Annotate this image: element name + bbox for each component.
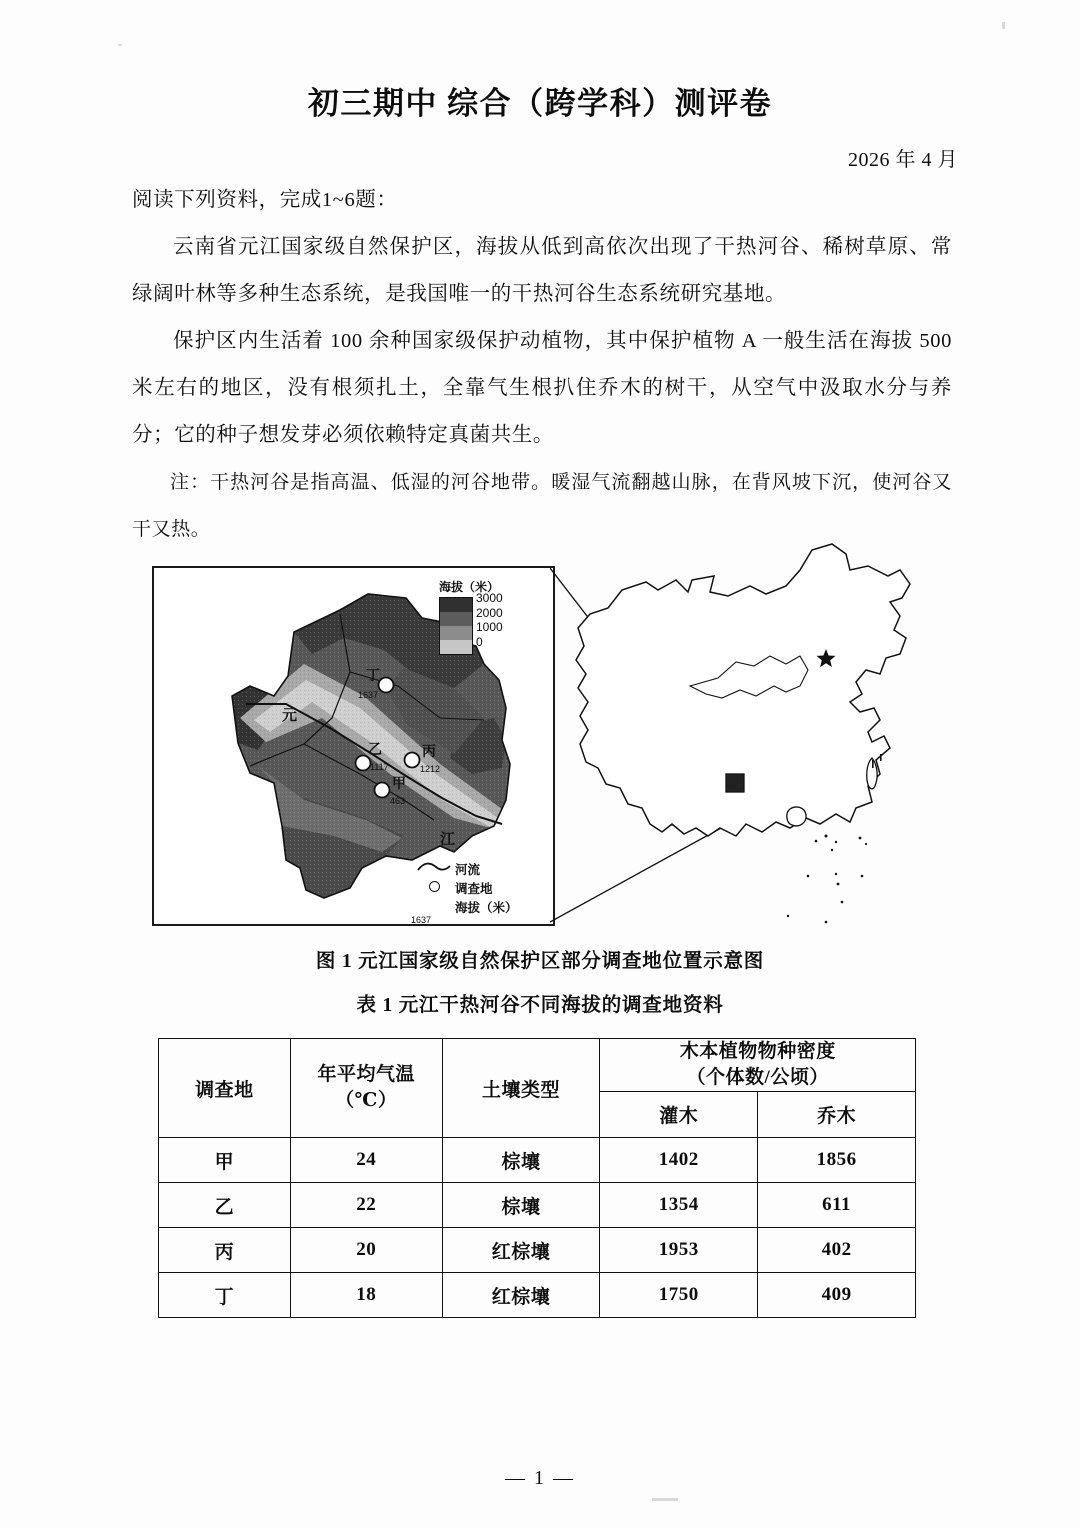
body-text-block <box>132 177 952 553</box>
page-title: 初三期中 综合（跨学科）测评卷 <box>307 86 773 121</box>
survey-site-bing-marker <box>405 753 420 768</box>
survey-site-ding-label: 丁 <box>366 667 380 683</box>
header-soil: 土壤类型 <box>442 1039 600 1138</box>
elevation-value-1000: 1000 <box>476 620 503 634</box>
cell-tree: 1856 <box>758 1138 916 1183</box>
legend-label-site: 调查地 <box>455 881 493 896</box>
elevation-value-0: 0 <box>476 634 483 649</box>
cell-site: 丁 <box>159 1273 291 1318</box>
symbol-legend <box>411 859 545 925</box>
yunnan-locator-box <box>726 774 744 792</box>
elevation-number-icon <box>411 898 455 925</box>
scan-speck <box>1002 22 1005 29</box>
cell-temperature: 20 <box>290 1228 442 1273</box>
table-caption: 表 1 元江干热河谷不同海拔的调查地资料 <box>356 995 724 1016</box>
cell-shrub: 1750 <box>600 1273 758 1318</box>
legend-row-elevation <box>411 897 545 925</box>
cell-soil: 棕壤 <box>442 1138 600 1183</box>
elevation-legend-title: 海拔（米） <box>439 580 500 594</box>
survey-site-bing-elevation: 1212 <box>420 764 441 774</box>
header-site: 调查地 <box>159 1039 291 1138</box>
document-date: 2026 年 4 月 <box>848 149 958 171</box>
table-row <box>159 1138 916 1183</box>
china-outline-svg <box>550 536 952 936</box>
cell-site: 甲 <box>159 1138 291 1183</box>
elevation-value-2000: 2000 <box>476 605 503 620</box>
cell-site: 丙 <box>159 1228 291 1273</box>
legend-label-elevation: 海拔（米） <box>455 900 518 915</box>
survey-site-ding-marker <box>379 678 394 693</box>
cell-shrub: 1402 <box>600 1138 758 1183</box>
survey-site-bing-label: 丙 <box>422 743 436 759</box>
cell-tree: 611 <box>758 1183 916 1228</box>
legend-site-elevation-sample: 1637 <box>411 914 432 925</box>
table-row <box>159 1228 916 1273</box>
header-temperature-line2: （℃） <box>335 1090 398 1111</box>
table-row <box>159 1183 916 1228</box>
paragraph-1: 云南省元江国家级自然保护区，海拔从低到高依次出现了干热河谷、稀树草原、常绿阔叶林等多种生态系统，是我国唯一的干热河谷生态系统研究基地。 <box>132 236 952 305</box>
instruction-line: 阅读下列资料，完成1~6题： <box>132 189 398 211</box>
legend-label-river: 河流 <box>455 862 481 877</box>
header-temperature-line1: 年平均气温 <box>317 1064 415 1085</box>
survey-site-ding-elevation: 1637 <box>358 690 379 700</box>
header-density-line2: （个体数/公顷） <box>686 1067 829 1088</box>
header-density-line1: 木本植物物种密度 <box>679 1041 836 1062</box>
elevation-value-3000: 3000 <box>476 591 503 605</box>
cell-soil: 棕壤 <box>442 1183 600 1228</box>
page-number: — 1 — <box>505 1467 575 1489</box>
survey-site-yi-label: 乙 <box>368 741 382 757</box>
survey-site-yi-elevation: 1117 <box>370 762 389 772</box>
survey-data-table <box>158 1038 916 1318</box>
survey-site-jia-label: 甲 <box>392 775 406 791</box>
legend-row-site <box>413 878 545 897</box>
survey-site-jia-elevation: 463 <box>390 796 406 806</box>
table-header-row-1 <box>159 1039 916 1092</box>
figure-1 <box>152 566 952 934</box>
survey-site-icon <box>413 879 455 897</box>
survey-site-jia-marker <box>375 783 390 798</box>
cell-soil: 红棕壤 <box>442 1228 600 1273</box>
header-density <box>600 1039 916 1092</box>
survey-site-yi-marker <box>356 756 371 771</box>
cell-temperature: 24 <box>290 1138 442 1183</box>
cell-tree: 409 <box>758 1273 916 1318</box>
hainan-island <box>787 807 806 826</box>
reserve-detail-map <box>152 566 555 926</box>
cell-temperature: 18 <box>290 1273 442 1318</box>
paragraph-2: 保护区内生活着 100 余种国家级保护动植物，其中保护植物 A 一般生活在海拔 500 米左右的地区，没有根须扎土，全靠气生根扒住乔木的树干，从空气中汲取水分与养分；它的种子想发芽必须依赖特定真菌共生。 <box>132 330 952 446</box>
legend-row-river <box>413 859 545 878</box>
china-locator-map <box>550 536 952 936</box>
header-shrub: 灌木 <box>600 1092 758 1138</box>
river-icon <box>413 860 455 878</box>
header-temperature <box>290 1039 442 1138</box>
table-head <box>159 1039 916 1138</box>
header-tree: 乔木 <box>758 1092 916 1138</box>
cell-soil: 红棕壤 <box>442 1273 600 1318</box>
elevation-legend-values <box>476 592 503 650</box>
table-body <box>159 1138 916 1318</box>
cell-site: 乙 <box>159 1183 291 1228</box>
scan-speck <box>652 1498 678 1501</box>
cell-shrub: 1354 <box>600 1183 758 1228</box>
cell-tree: 402 <box>758 1228 916 1273</box>
river-label-jiang: 江 <box>440 831 456 848</box>
scan-speck <box>118 44 122 46</box>
figure-caption: 图 1 元江国家级自然保护区部分调查地位置示意图 <box>315 951 765 972</box>
elevation-legend <box>439 578 541 655</box>
elevation-legend-swatches <box>439 597 473 655</box>
table-row <box>159 1273 916 1318</box>
river-label-yuan: 元 <box>282 707 298 724</box>
cell-shrub: 1953 <box>600 1228 758 1273</box>
cell-temperature: 22 <box>290 1183 442 1228</box>
note-paragraph: 注：干热河谷是指高温、低湿的河谷地带。暖湿气流翻越山脉，在背风坡下沉，使河谷又干又热。 <box>132 472 952 540</box>
